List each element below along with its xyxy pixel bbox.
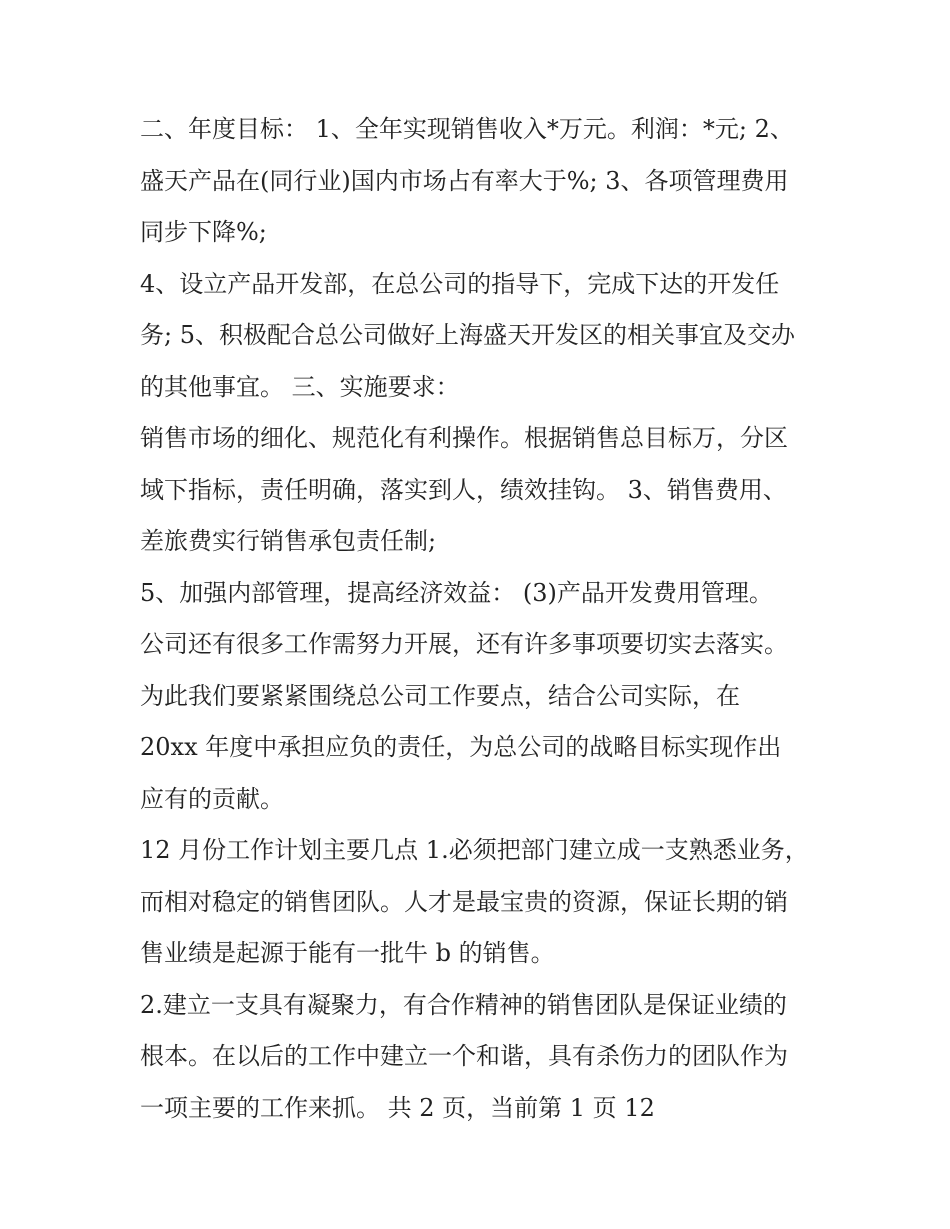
text-line: 二、年度目标： 1、全年实现销售收入*万元。利润：*元; 2、 (140, 115, 794, 143)
text-line: 应有的贡献。 (140, 784, 284, 813)
text-line: 12 月份工作计划主要几点 1.必须把部门建立成一支熟悉业务， (140, 836, 809, 864)
text-line: 公司还有很多工作需努力开展，还有许多事项要切实去落实。 (140, 630, 788, 658)
document-body (140, 104, 820, 1134)
text-line: 为此我们要紧紧围绕总公司工作要点，结合公司实际，在 (140, 681, 740, 710)
text-line: 差旅费实行销售承包责任制; (140, 527, 437, 555)
text-line: 4、设立产品开发部，在总公司的指导下，完成下达的开发任 (140, 269, 780, 298)
text-line: 售业绩是起源于能有一批牛 b 的销售。 (140, 939, 555, 967)
text-line: 务; 5、积极配合总公司做好上海盛天开发区的相关事宜及交办 (140, 321, 795, 349)
text-line: 2.建立一支具有凝聚力，有合作精神的销售团队是保证业绩的 (140, 990, 787, 1019)
text-line: 同步下降%; (140, 218, 267, 246)
text-line: 5、加强内部管理，提高经济效益： (3)产品开发费用管理。 (140, 578, 773, 607)
text-line: 的其他事宜。 三、实施要求： (140, 372, 460, 401)
text-line: 20xx 年度中承担应负的责任，为总公司的战略目标实现作出 (140, 733, 782, 761)
text-line: 而相对稳定的销售团队。人才是最宝贵的资源，保证长期的销 (140, 887, 788, 916)
text-line: 销售市场的细化、规范化有利操作。根据销售总目标万，分区 (140, 424, 788, 452)
text-line: 盛天产品在(同行业)国内市场占有率大于%; 3、各项管理费用 (140, 166, 789, 195)
text-line: 域下指标，责任明确，落实到人，绩效挂钩。 3、销售费用、 (140, 475, 787, 504)
text-line: 一项主要的工作来抓。 共 2 页，当前第 1 页 12 (140, 1093, 655, 1122)
text-line: 根本。在以后的工作中建立一个和谐，具有杀伤力的团队作为 (140, 1042, 788, 1070)
